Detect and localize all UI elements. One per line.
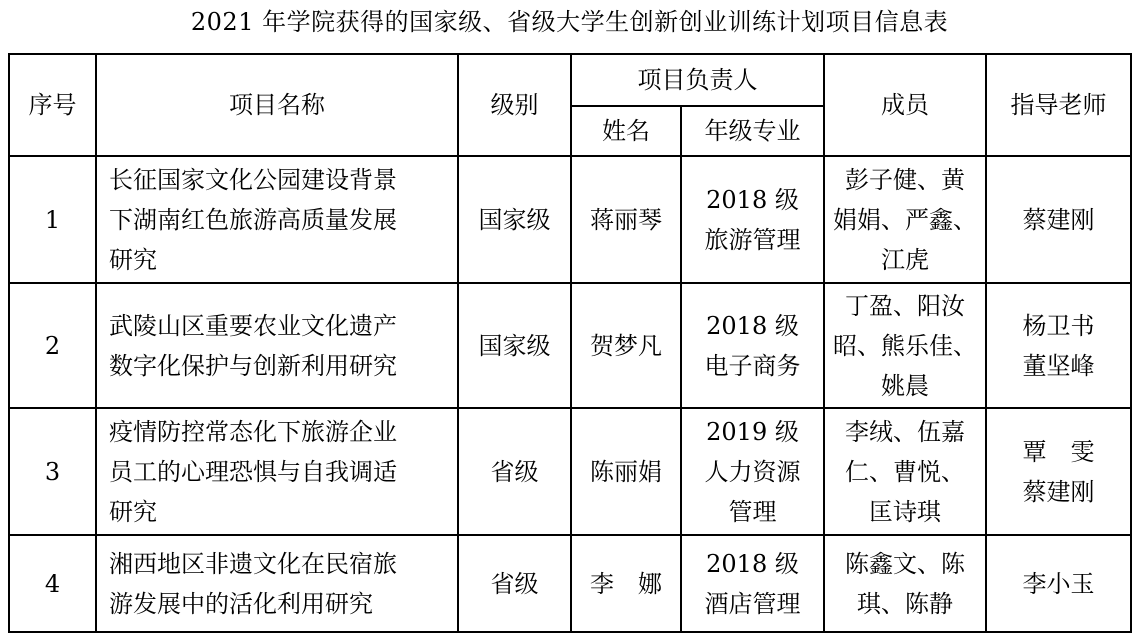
cell-members-line: 仁、曹悦、 [845,457,965,486]
cell-project-name-line: 数字化保护与创新利用研究 [109,351,397,380]
header-level: 级别 [458,54,571,156]
cell-grade-major [681,408,824,535]
header-leader-name: 姓名 [571,106,681,156]
cell-seq: 2 [9,283,96,408]
header-seq: 序号 [9,54,96,156]
cell-members-line: 匡诗琪 [869,497,941,526]
cell-project-name [96,156,458,283]
cell-grade-major-line: 管理 [728,497,777,526]
cell-level: 省级 [458,535,571,632]
cell-members-line: 彭子健、黄 [845,165,965,194]
cell-seq: 3 [9,408,96,535]
cell-advisor [986,283,1131,408]
header-leader-group: 项目负责人 [571,54,824,106]
table-row [9,283,1131,408]
cell-grade-major [681,535,824,632]
cell-members-line: 琪、陈静 [857,589,953,618]
cell-advisor-line: 蔡建刚 [1022,477,1095,506]
table-row [9,535,1131,632]
cell-project-name [96,408,458,535]
cell-project-name-line: 疫情防控常态化下旅游企业 [109,417,397,446]
cell-leader-name: 蒋丽琴 [571,156,681,283]
table-body [9,156,1131,632]
cell-members-line: 昭、熊乐佳、 [833,331,977,360]
table-title: 2021 年学院获得的国家级、省级大学生创新创业训练计划项目信息表 [190,8,949,36]
cell-advisor-line: 覃 雯 [1022,437,1095,466]
header-project-name: 项目名称 [96,54,458,156]
cell-members-line: 陈鑫文、陈 [845,549,965,578]
cell-grade-major-line: 酒店管理 [704,589,801,618]
cell-leader-name: 李 娜 [571,535,681,632]
cell-members-line: 姚晨 [881,371,929,400]
cell-project-name [96,535,458,632]
cell-members [824,156,986,283]
header-advisor: 指导老师 [986,54,1131,156]
cell-grade-major-line: 旅游管理 [704,225,801,254]
cell-members-line: 丁盈、阳汝 [845,291,965,320]
cell-members [824,408,986,535]
cell-project-name [96,283,458,408]
cell-grade-major-line: 2019 级 [706,417,799,446]
cell-advisor [986,535,1131,632]
cell-grade-major-line: 2018 级 [706,185,799,214]
cell-leader-name: 贺梦凡 [571,283,681,408]
cell-project-name-line: 下湖南红色旅游高质量发展 [109,205,397,234]
cell-members-line: 江虎 [881,245,929,274]
cell-project-name-line: 研究 [109,245,157,274]
cell-advisor [986,156,1131,283]
cell-project-name-line: 研究 [109,497,157,526]
cell-grade-major [681,283,824,408]
cell-advisor-line: 董坚峰 [1022,351,1095,380]
cell-grade-major-line: 2018 级 [706,311,799,340]
cell-members-line: 李绒、伍嘉 [845,417,965,446]
cell-leader-name: 陈丽娟 [571,408,681,535]
cell-members-line: 娟娟、严鑫、 [833,205,977,234]
cell-seq: 4 [9,535,96,632]
cell-grade-major [681,156,824,283]
cell-advisor [986,408,1131,535]
cell-advisor-line: 李小玉 [1022,569,1095,598]
table-row [9,156,1131,283]
project-info-table [8,53,1132,633]
cell-grade-major-line: 2018 级 [706,549,799,578]
header-leader-grade-major: 年级专业 [681,106,824,156]
cell-project-name-line: 武陵山区重要农业文化遗产 [109,311,397,340]
cell-level: 省级 [458,408,571,535]
cell-project-name-line: 员工的心理恐惧与自我调适 [109,457,397,486]
cell-project-name-line: 游发展中的活化利用研究 [109,589,373,618]
cell-members [824,283,986,408]
cell-level: 国家级 [458,156,571,283]
cell-grade-major-line: 人力资源 [704,457,801,486]
header-members: 成员 [824,54,986,156]
cell-grade-major-line: 电子商务 [704,351,801,380]
table-row [9,408,1131,535]
cell-project-name-line: 长征国家文化公园建设背景 [109,165,397,194]
cell-seq: 1 [9,156,96,283]
cell-advisor-line: 杨卫书 [1022,311,1095,340]
cell-level: 国家级 [458,283,571,408]
cell-project-name-line: 湘西地区非遗文化在民宿旅 [109,549,397,578]
cell-advisor-line: 蔡建刚 [1022,205,1095,234]
cell-members [824,535,986,632]
